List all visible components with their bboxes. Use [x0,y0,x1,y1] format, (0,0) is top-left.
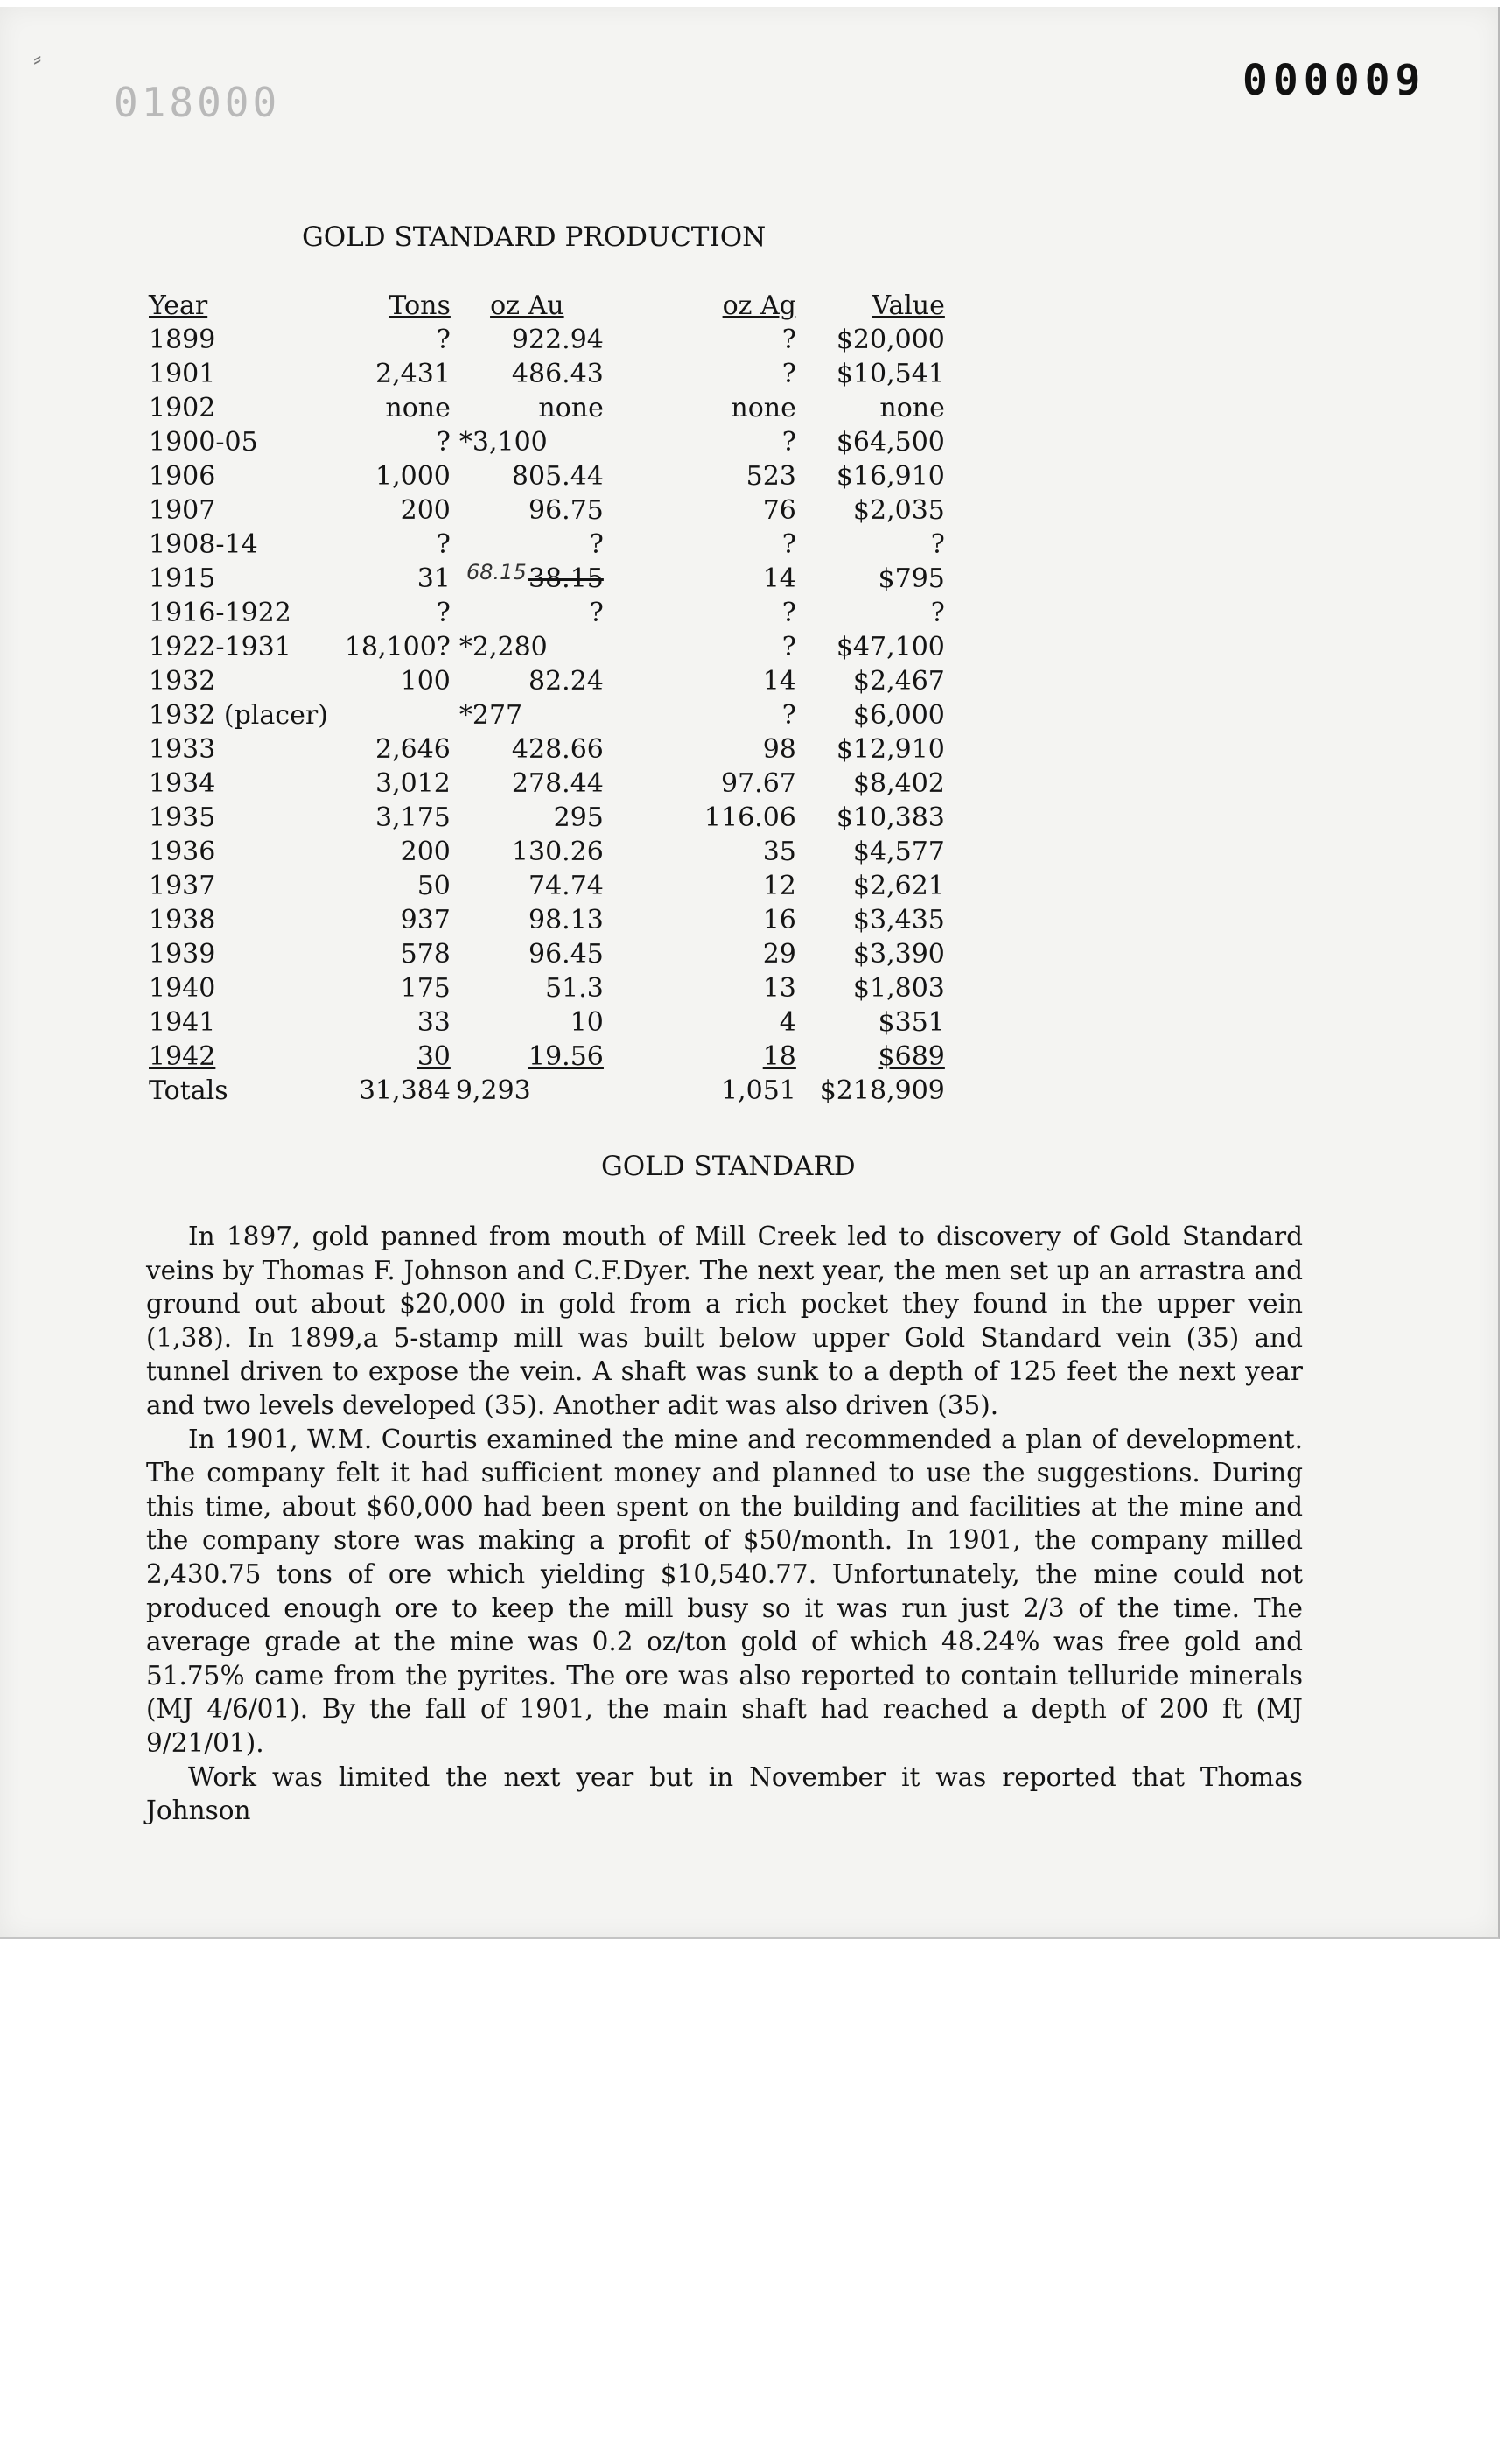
table-header-row [149,289,945,323]
body-text [146,1220,1303,1828]
cell-oz-au: 428.66 [511,734,604,765]
header-oz-au: oz Au [490,290,564,321]
cell-oz-au: 805.44 [511,461,604,492]
table-row [149,664,945,698]
totals-row [149,1074,945,1108]
table-row [149,528,945,562]
table-row [149,596,945,630]
table-row [149,494,945,528]
scanned-page [0,7,1500,1939]
cell-oz-au: 96.45 [528,939,604,970]
cell-oz-ag: 18 [762,1041,796,1072]
totals-ag: 1,051 [720,1075,796,1106]
cell-value: ? [930,598,945,628]
cell-tons: 578 [400,939,451,970]
cell-tons: 100 [400,666,451,696]
cell-tons: 31 [416,564,451,594]
cell-oz-ag: ? [781,632,796,662]
table-row [149,630,945,664]
cell-value: $4,577 [852,836,945,867]
paragraph: In 1897, gold panned from mouth of Mill Creek led to discovery of Gold Standard veins by Thomas F. Johnson and C.F.Dyer. The next year, the men set up an arrastra and ground out about $20,000 in gold from a rich pocket they found in the upper vein (1,38). In 1899,a 5-stamp mill was built below upper Gold Standard vein (35) and tunnel driven to expose the vein. A shaft was sunk to a depth of 125 feet the next year and two levels developed (35). Another adit was also driven (35). [146,1222,1303,1420]
cell-oz-au: *277 [458,700,523,731]
header-value: Value [872,290,945,321]
cell-oz-au: ? [589,529,604,560]
table-row [149,903,945,937]
cell-tons: 3,175 [374,802,451,833]
table-row [149,971,945,1005]
cell-year: 1939 [149,939,216,970]
totals-value: $218,909 [819,1075,945,1106]
cell-year: 1900-05 [149,427,258,458]
cell-year: 1940 [149,973,216,1004]
cell-year: 1907 [149,495,216,526]
cell-tons: 18,100? [344,632,451,662]
cell-oz-au: ? [589,598,604,628]
table-row [149,937,945,971]
cell-tons: none [385,393,451,424]
cell-oz-au: 130.26 [511,836,604,867]
cell-value: $689 [878,1041,945,1072]
cell-oz-ag: ? [781,325,796,355]
cell-tons: 33 [416,1007,451,1038]
cell-oz-ag: 14 [762,564,796,594]
table-row [149,801,945,835]
cell-oz-au: *3,100 [458,427,548,458]
header-oz-ag: oz Ag [722,290,796,321]
cell-value: $2,467 [852,666,945,696]
table-row [149,459,945,494]
cell-tons: 3,012 [374,768,451,799]
cell-oz-ag: 97.67 [720,768,796,799]
cell-year: 1902 [149,393,216,424]
handwritten-correction: 68.15 [466,560,527,584]
cell-oz-ag: ? [781,700,796,731]
cell-oz-au: 51.3 [545,973,604,1004]
cell-value: $3,435 [852,905,945,935]
cell-tons: 1,000 [374,461,451,492]
cell-oz-ag: ? [781,359,796,389]
cell-oz-ag: 14 [762,666,796,696]
cell-value: $8,402 [852,768,945,799]
cell-year: 1935 [149,802,216,833]
production-table [149,289,945,1108]
cell-value: $10,541 [836,359,945,389]
cell-value: $64,500 [836,427,945,458]
cell-value: $20,000 [836,325,945,355]
cell-oz-au: 98.13 [528,905,604,935]
totals-tons: 31,384 [358,1075,451,1106]
table-row [149,1040,945,1074]
cell-value: $10,383 [836,802,945,833]
table-row [149,869,945,903]
cell-tons: 2,646 [374,734,451,765]
cell-year: 1934 [149,768,216,799]
cell-year: 1922-1931 [149,632,291,662]
cell-oz-ag: none [731,393,796,424]
cell-year: 1906 [149,461,216,492]
cell-value: $2,035 [852,495,945,526]
cell-year: 1938 [149,905,216,935]
cell-oz-au: 19.56 [528,1041,604,1072]
cell-tons: 30 [416,1041,451,1072]
cell-year: 1936 [149,836,216,867]
cell-year: 1937 [149,871,216,901]
cell-oz-au: none [538,393,604,424]
cell-tons: ? [436,598,451,628]
cell-year: 1908-14 [149,529,258,560]
table-row [149,698,945,732]
cell-oz-ag: ? [781,598,796,628]
cell-oz-ag: 12 [762,871,796,901]
cell-value: $12,910 [836,734,945,765]
cell-tons [328,698,451,732]
cell-tons: 937 [400,905,451,935]
table-row [149,1005,945,1040]
table-row [149,562,945,596]
cell-oz-ag: 4 [779,1007,796,1038]
table-row [149,391,945,425]
paragraph: Work was limited the next year but in November it was reported that Thomas Johnson [146,1761,1303,1826]
cell-value: $47,100 [836,632,945,662]
cell-oz-au: 38.15 [528,564,604,594]
table-row [149,357,945,391]
cell-oz-ag: 76 [762,495,796,526]
cell-oz-ag: 98 [762,734,796,765]
header-tons: Tons [388,290,451,321]
cell-oz-au: 486.43 [511,359,604,389]
cell-year: 1941 [149,1007,216,1038]
cell-tons: 200 [400,836,451,867]
cell-oz-ag: 523 [746,461,796,492]
cell-oz-ag: ? [781,529,796,560]
cell-oz-au: 922.94 [511,325,604,355]
cell-value: none [879,393,945,424]
cell-year: 1901 [149,359,216,389]
cell-oz-au: 82.24 [528,666,604,696]
totals-label: Totals [149,1075,228,1106]
cell-oz-ag: 29 [762,939,796,970]
cell-tons: 200 [400,495,451,526]
cell-tons: ? [436,427,451,458]
header-year: Year [149,290,208,321]
cell-year: 1933 [149,734,216,765]
cell-year: 1942 [149,1041,216,1072]
totals-au: 9,293 [455,1075,531,1106]
table-row [149,766,945,801]
cell-year: 1932 [149,666,216,696]
table-row [149,835,945,869]
table-title: GOLD STANDARD PRODUCTION [302,221,766,253]
page-number-stamp: 000009 [1242,56,1426,105]
table-row [149,425,945,459]
cell-value: $795 [878,564,945,594]
cell-value: $351 [878,1007,945,1038]
section-heading: GOLD STANDARD [601,1151,856,1182]
cell-year: 1916-1922 [149,598,291,628]
cell-value: $3,390 [852,939,945,970]
cell-oz-ag: 16 [762,905,796,935]
paragraph: In 1901, W.M. Courtis examined the mine and recommended a plan of development. The company felt it had sufficient money and planned to use the suggestions. During this time, about $60,000 had been spent on the building and facilities at the mine and the company store was making a profit of $50/month. In 1901, the company milled 2,430.75 tons of ore which yielding $10,540.77. Unfortunately, the mine could not produced enough ore to keep the mill busy so it was run just 2/3 of the time. The average grade at the mine was 0.2 oz/ton gold of which 48.24% was free gold and 51.75% came from the pyrites. The ore was also reported to contain telluride minerals (MJ 4/6/01). By the fall of 1901, the main shaft had reached a depth of 200 ft (MJ 9/21/01). [146,1424,1303,1758]
cell-tons: 175 [400,973,451,1004]
cell-year: 1899 [149,325,216,355]
page-stamp-faded: 018000 [114,79,281,126]
cell-year: 1915 [149,564,216,594]
cell-oz-au: 10 [570,1007,604,1038]
cell-year: 1932 (placer) [149,700,328,731]
cell-oz-ag: ? [781,427,796,458]
cell-value: $16,910 [836,461,945,492]
cell-oz-au: 278.44 [511,768,604,799]
table-row [149,323,945,357]
cell-tons: 50 [416,871,451,901]
cell-value: $6,000 [852,700,945,731]
cell-oz-ag: 35 [762,836,796,867]
cell-oz-au: 74.74 [528,871,604,901]
cell-value: $2,621 [852,871,945,901]
cell-value: ? [930,529,945,560]
cell-oz-ag: 116.06 [704,802,796,833]
cell-oz-au: 96.75 [528,495,604,526]
cell-tons: ? [436,529,451,560]
cell-oz-au: *2,280 [458,632,548,662]
scan-mark: ⸗ [33,44,42,73]
cell-oz-ag: 13 [762,973,796,1004]
cell-tons: ? [436,325,451,355]
cell-value: $1,803 [852,973,945,1004]
cell-tons: 2,431 [374,359,451,389]
table-row [149,732,945,766]
cell-oz-au: 295 [553,802,604,833]
